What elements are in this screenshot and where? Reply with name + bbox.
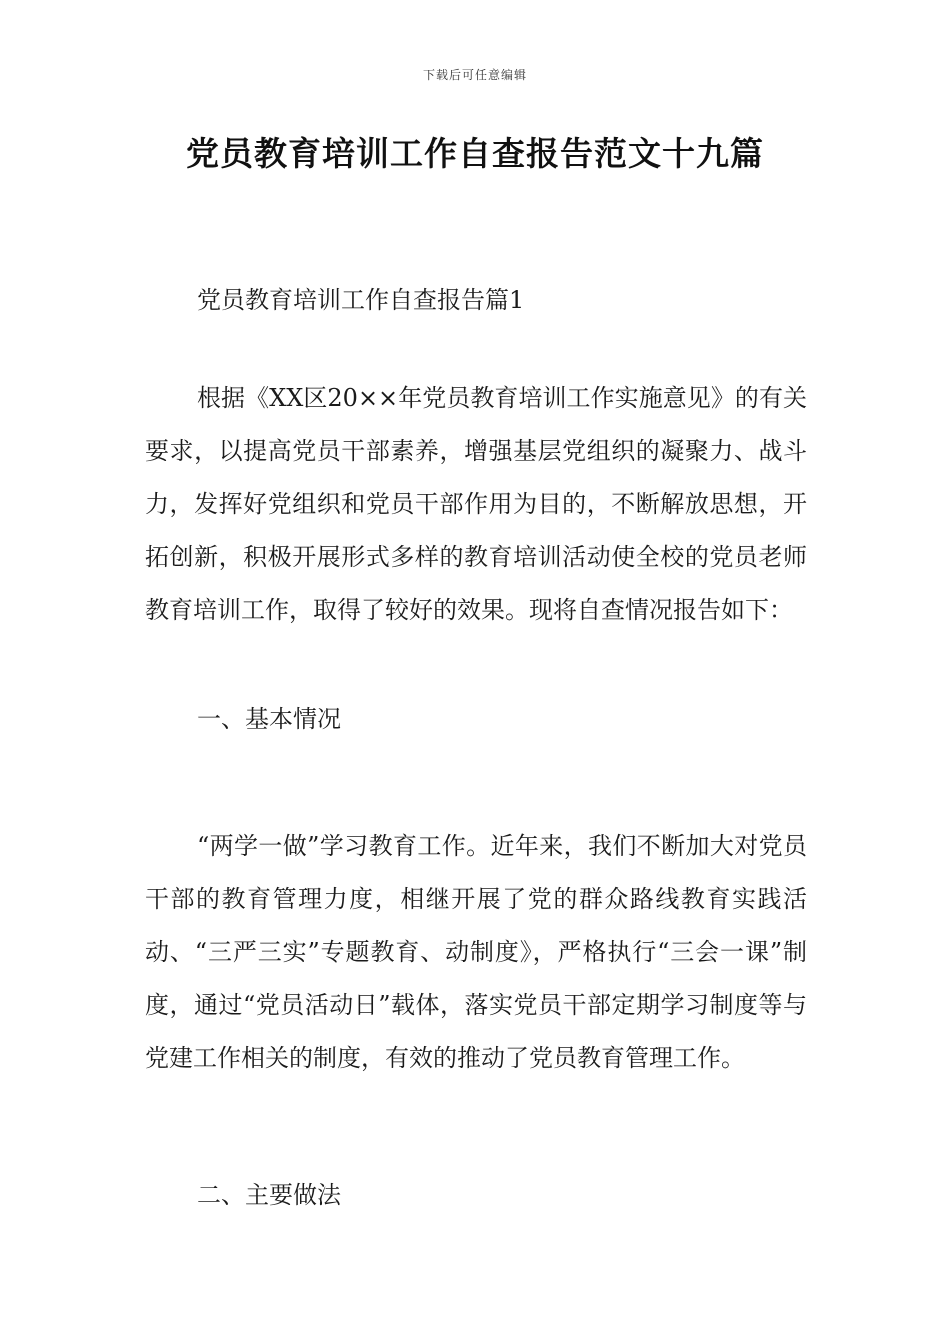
heading-main-practices: 二、主要做法 <box>197 1181 341 1209</box>
basic-situation-paragraph: “两学一做”学习教育工作。近年来，我们不断加大对党员干部的教育管理力度，相继开展了党的群众路线教育实践活动、“三严三实”专题教育、动制度》，严格执行“三会一课”制度，通过“党员活动日”载体，落实党员干部定期学习制度等与党建工作相关的制度，有效的推动了党员教育管理工作。 <box>145 832 807 1072</box>
section-title: 党员教育培训工作自查报告篇1 <box>197 286 525 314</box>
intro-paragraph: 根据《XX区20××年党员教育培训工作实施意见》的有关要求，以提高党员干部素养，增强基层党组织的凝聚力、战斗力，发挥好党组织和党员干部作用为目的，不断解放思想，开拓创新，积极开展形式多样的教育培训活动使全校的党员老师教育培训工作，取得了较好的效果。现将自查情况报告如下： <box>145 384 807 624</box>
document-title: 党员教育培训工作自查报告范文十九篇 <box>186 134 764 173</box>
heading-basic-situation: 一、基本情况 <box>197 705 341 733</box>
header-note: 下载后可任意编辑 <box>422 68 527 82</box>
